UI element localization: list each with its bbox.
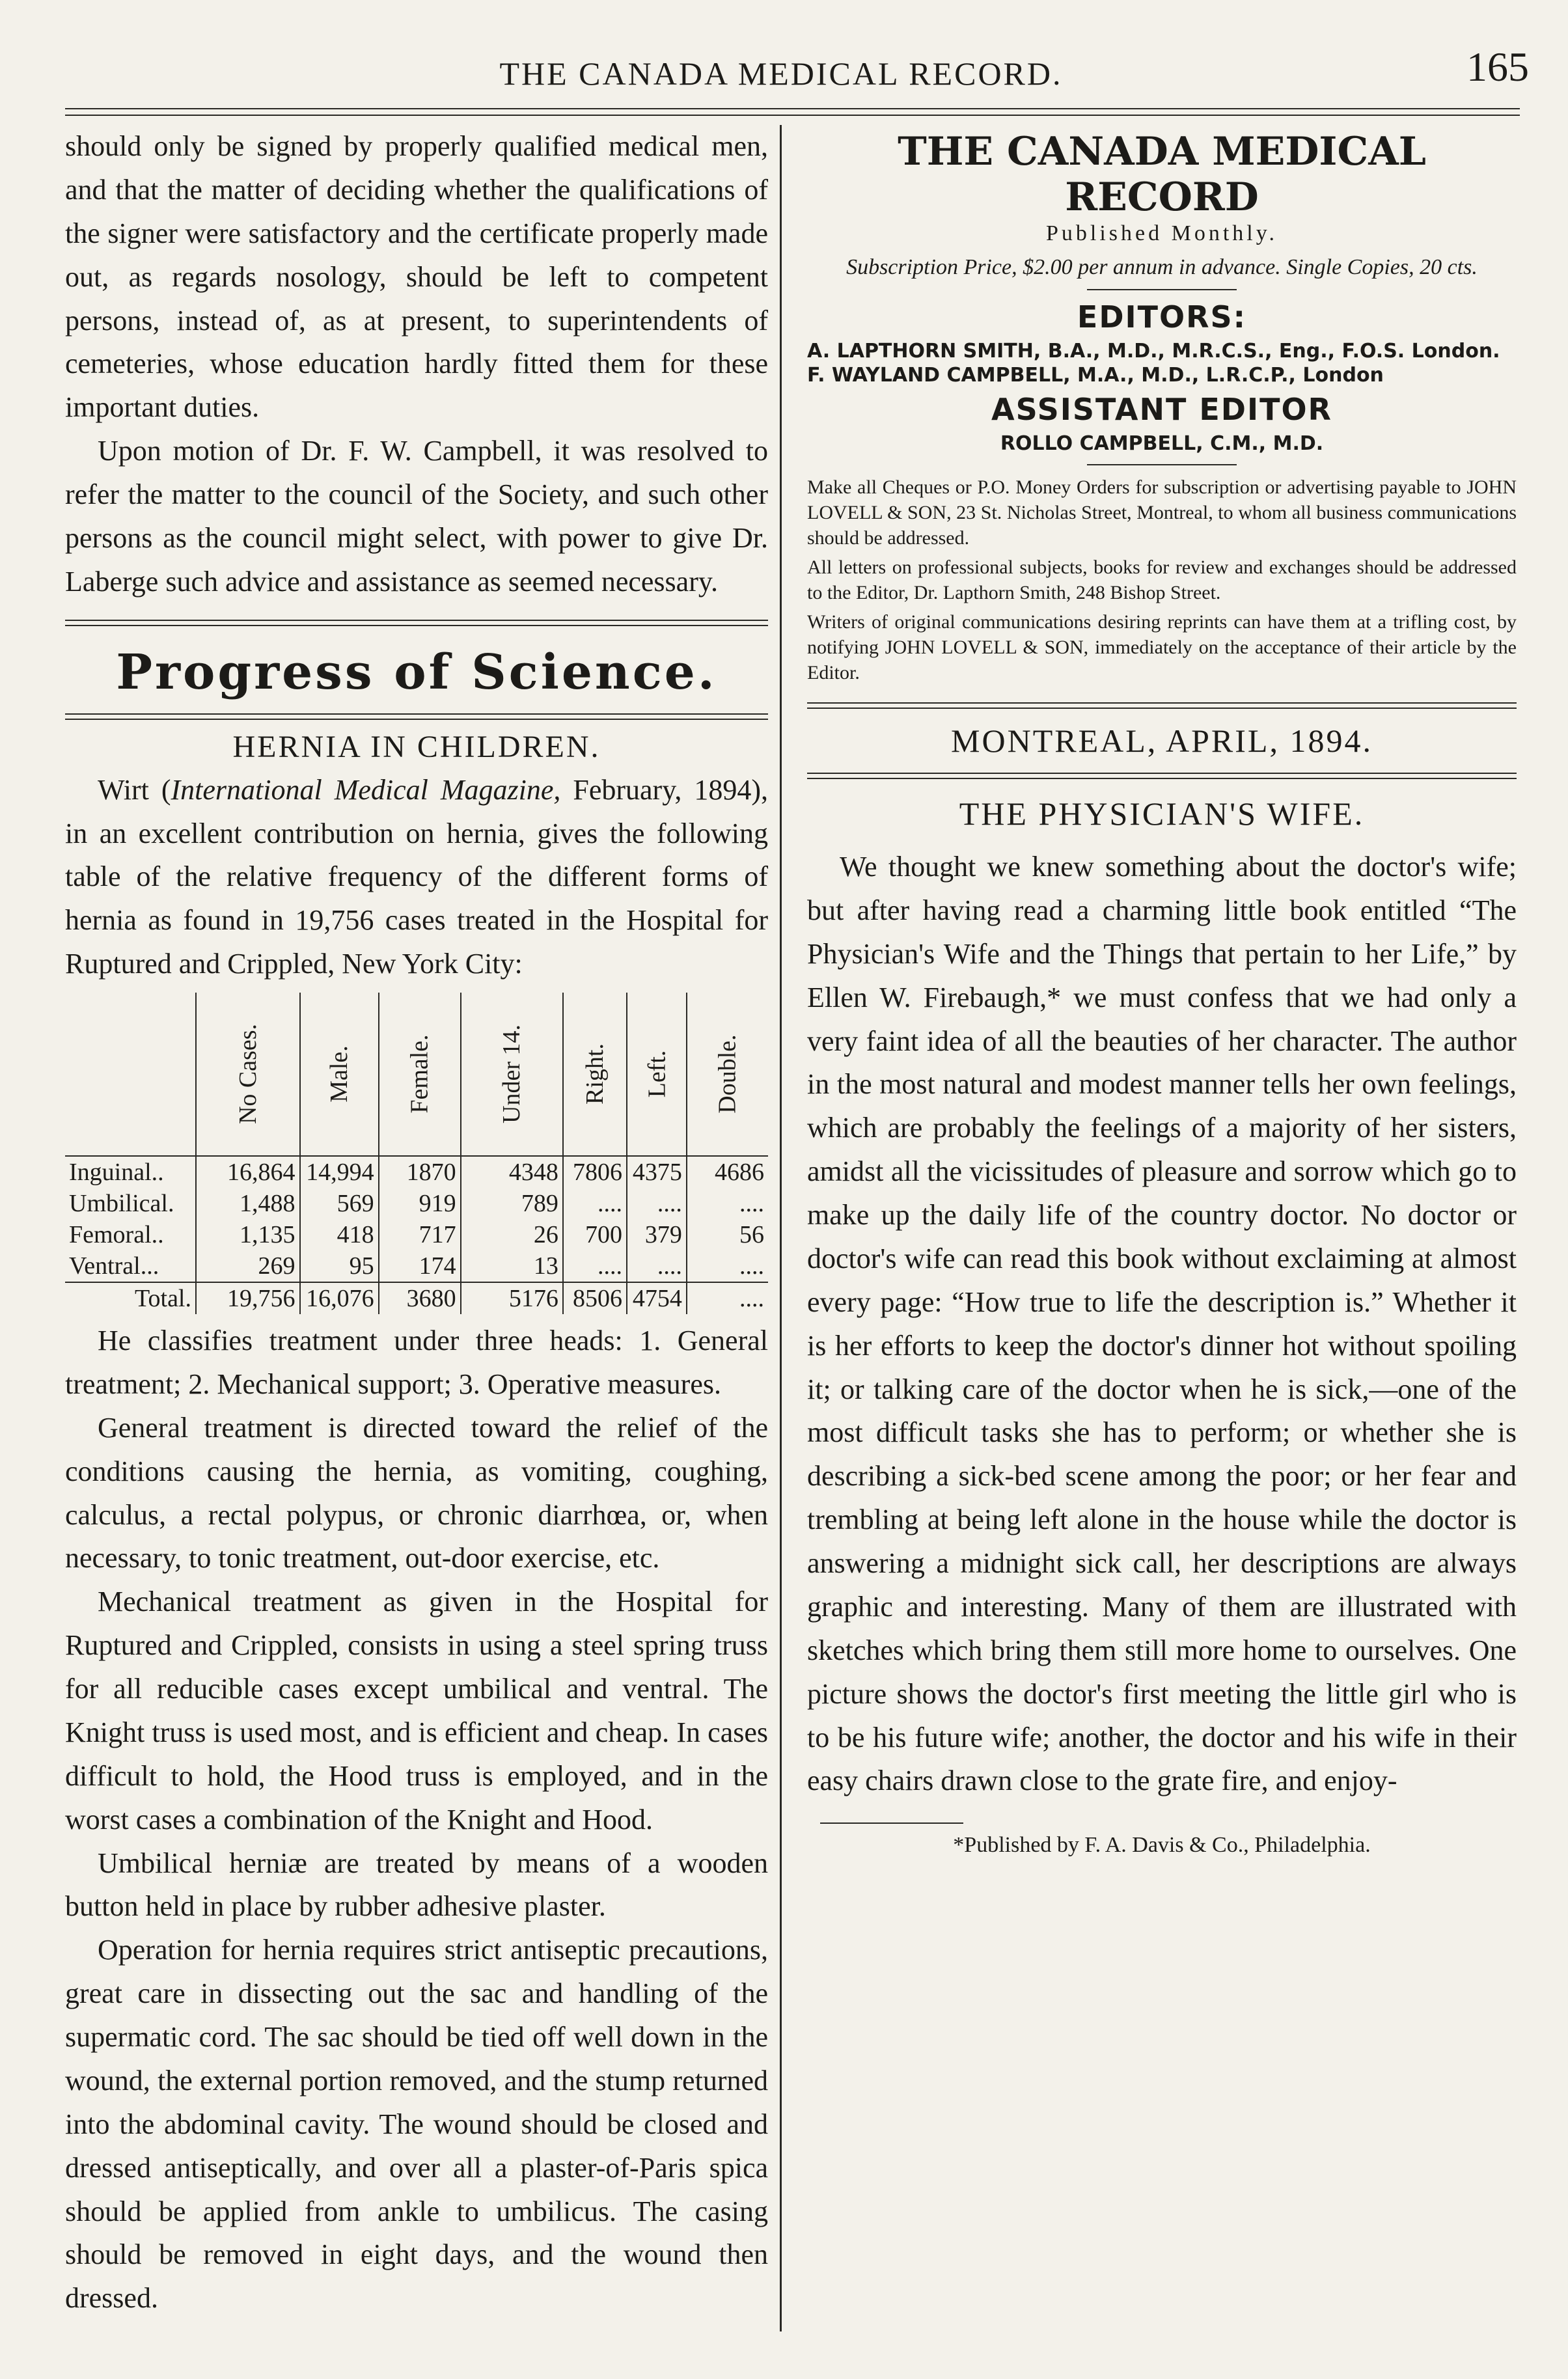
row-label: Total. — [65, 1282, 196, 1314]
table-cell: 269 — [196, 1250, 300, 1282]
paragraph: Operation for hernia requires strict antiseptic precautions, great care in dissecting out the sac and handling of the supermatic cord. The sac should be tied off well down in the wound, the external portion removed, and the stump returned into the abdominal cavity. The wound should be closed and dressed antiseptically, and over all a plaster-of-Paris spica should be applied from ankle to umbilicus. The casing should be removed in eight days, and the wound then dressed. — [65, 1934, 768, 2315]
table-cell: 16,076 — [300, 1282, 379, 1314]
table-cell: 4686 — [687, 1156, 768, 1188]
table-cell: 4348 — [461, 1156, 563, 1188]
right-column — [807, 125, 1517, 1858]
table-cell: .... — [687, 1282, 768, 1314]
notice: Writers of original communications desiring reprints can have them at a trifling cost, by notifying JOHN LOVELL & SON, immediately on the acceptance of their article by the Editor. — [807, 611, 1517, 683]
page-number: 165 — [1466, 44, 1529, 90]
article-intro — [65, 769, 768, 986]
table-cell: 418 — [300, 1219, 379, 1250]
table-cell: 16,864 — [196, 1156, 300, 1188]
table-cell: 789 — [461, 1188, 563, 1219]
table-cell: 8506 — [563, 1282, 627, 1314]
table-header: Male. — [300, 993, 379, 1156]
table-cell: 1,135 — [196, 1219, 300, 1250]
table-cell: 700 — [563, 1219, 627, 1250]
editor-entry: F. WAYLAND CAMPBELL, M.A., M.D., L.R.C.P., London — [807, 364, 1384, 387]
paragraph: He classifies treatment under three heads: 1. General treatment; 2. Mechanical support; 3. Operative measures. — [65, 1325, 768, 1400]
table-cell: 919 — [379, 1188, 461, 1219]
assistant-editor-heading: ASSISTANT EDITOR — [991, 392, 1332, 427]
column-divider — [780, 125, 782, 2331]
hernia-table — [65, 993, 768, 1314]
source-title: International Medical Magazine, — [171, 773, 561, 806]
table-cell: 4754 — [627, 1282, 687, 1314]
dateline-rule-top — [807, 702, 1517, 709]
intro-rest: February, 1894), in an excellent contribution on hernia, gives the following table of the relative frequency of the different forms of hernia as found in 19,756 cases treated in the Hospital for Ruptured and Crippled, New York City: — [65, 773, 768, 980]
dateline-rule-bottom — [807, 773, 1517, 779]
header-rule — [65, 108, 1520, 109]
notice: All letters on professional subjects, books for review and exchanges should be addressed to the Editor, Dr. Lapthorn Smith, 248 Bishop Street. — [807, 557, 1517, 603]
table-row — [65, 1188, 768, 1219]
table-cell: .... — [563, 1250, 627, 1282]
table-row — [65, 1250, 768, 1282]
masthead-title: THE CANADA MEDICAL RECORD — [898, 129, 1426, 220]
section-rule-bottom — [65, 713, 768, 720]
table-header: Right. — [563, 993, 627, 1156]
row-label: Inguinal.. — [65, 1156, 196, 1188]
table-header-row — [65, 993, 768, 1156]
table-header: Left. — [627, 993, 687, 1156]
table-cell: .... — [563, 1188, 627, 1219]
article-title: HERNIA IN CHILDREN. — [232, 729, 601, 764]
table-header-blank — [65, 993, 196, 1156]
paragraph: General treatment is directed toward the relief of the conditions causing the hernia, as vomiting, coughing, calculus, a rectal polypus, or chronic diarrhœa, or, when necessary, to tonic treatment, out-door exercise, etc. — [65, 1411, 768, 1575]
article-title: THE PHYSICIAN'S WIFE. — [959, 795, 1365, 832]
table-row — [65, 1156, 768, 1188]
footnote: *Published by F. A. Davis & Co., Philadelphia. — [953, 1833, 1371, 1858]
section-rule-top — [65, 620, 768, 626]
notice: Make all Cheques or P.O. Money Orders for subscription or advertising payable to JOHN LOVELL & SON, 23 St. Nicholas Street, Montreal, to whom all business communications should be addressed. — [807, 476, 1517, 549]
intro-prefix: Wirt ( — [98, 773, 171, 806]
table-cell: 4375 — [627, 1156, 687, 1188]
table-cell: 14,994 — [300, 1156, 379, 1188]
footnote-rule — [820, 1822, 963, 1824]
motion-paragraph: Upon motion of Dr. F. W. Campbell, it was resolved to refer the matter to the council of the Society, and such other persons as the council might select, with power to give Dr. Laberge such advice and assistance as seemed necessary. — [65, 435, 768, 598]
table-cell: 13 — [461, 1250, 563, 1282]
assistant-editor-entry: ROLLO CAMPBELL, C.M., M.D. — [1000, 432, 1324, 455]
paragraph: Mechanical treatment as given in the Hospital for Ruptured and Crippled, consists in using a steel spring truss for all reducible cases except umbilical and ventral. The Knight truss is used most, and is efficient and cheap. In cases difficult to hold, the Hood truss is employed, and in the worst cases a combination of the Knight and Hood. — [65, 1586, 768, 1836]
table-cell: .... — [687, 1188, 768, 1219]
section-title: Progress of Science. — [116, 644, 717, 700]
paragraph: Umbilical herniæ are treated by means of a wooden button held in place by rubber adhesive plaster. — [65, 1847, 768, 1923]
table-cell: 3680 — [379, 1282, 461, 1314]
table-cell: 95 — [300, 1250, 379, 1282]
row-label: Umbilical. — [69, 1190, 174, 1217]
table-cell: 717 — [379, 1219, 461, 1250]
table-header: Double. — [687, 993, 768, 1156]
header-rule-lower — [65, 115, 1520, 116]
intro-paragraph: should only be signed by properly qualified medical men, and that the matter of deciding whether the qualifications of the signer were satisfactory and the certificate properly made out, as regards nosology, should be left to competent persons, instead of, as at present, to superintendents of cemeteries, whose education hardly fitted them for these important duties. — [65, 130, 768, 424]
table-cell: 1,488 — [196, 1188, 300, 1219]
editors-heading: EDITORS: — [1077, 299, 1247, 335]
table-header: Female. — [379, 993, 461, 1156]
left-column — [65, 125, 768, 2320]
running-title: THE CANADA MEDICAL RECORD. — [499, 55, 1063, 92]
article-body: We thought we knew something about the doctor's wife; but after having read a charming little book entitled “The Physician's Wife and the Things that pertain to her Life,” by Ellen W. Firebaugh,* we must confess that we had only a very faint idea of all the beauties of her character. The author in the most natural and modest manner tells her own feelings, which are probably the feelings of a majority of her sisters, amidst all the vicissitudes of pleasure and sorrow which go to make up the daily life of the country doctor. No doctor or doctor's wife can read this book without exclaiming at almost every page: “How true to life the description is.” Whether it is her efforts to keep the doctor's dinner hot without spoiling it; or talking care of the doctor when he is sick,—one of the most difficult tasks she has to perform; or whether she is describing a sick-bed scene among the poor; or her fear and trembling at being left alone in the house while the doctor is answering a midnight sick call, her descriptions are always graphic and interesting. Many of them are illustrated with sketches which bring them still more home to ourselves. One picture shows the doctor's first meeting the little girl who is to be his future wife; another, the doctor and his wife in their easy chairs drawn close to the grate fire, and enjoy- — [807, 851, 1517, 1797]
table-cell: 7806 — [563, 1156, 627, 1188]
table-cell: 26 — [461, 1219, 563, 1250]
table-cell: .... — [627, 1188, 687, 1219]
table-cell: 19,756 — [196, 1282, 300, 1314]
table-row — [65, 1219, 768, 1250]
table-cell: 1870 — [379, 1156, 461, 1188]
table-cell: 56 — [687, 1219, 768, 1250]
table-cell: 5176 — [461, 1282, 563, 1314]
editor-entry: A. LAPTHORN SMITH, B.A., M.D., M.R.C.S., Eng., F.O.S. London. — [807, 340, 1500, 363]
row-label: Femoral.. — [69, 1221, 164, 1248]
table-cell: 174 — [379, 1250, 461, 1282]
row-label: Ventral... — [69, 1252, 159, 1280]
masthead-subtitle: Published Monthly. — [1045, 221, 1278, 245]
running-header — [0, 0, 1568, 111]
divider — [1087, 464, 1237, 465]
table-cell: 379 — [627, 1219, 687, 1250]
subscription-price: Subscription Price, $2.00 per annum in advance. Single Copies, 20 cts. — [846, 255, 1478, 279]
table-cell: .... — [687, 1250, 768, 1282]
dateline: MONTREAL, APRIL, 1894. — [951, 722, 1373, 759]
table-total-row — [65, 1282, 768, 1314]
table-cell: 569 — [300, 1188, 379, 1219]
divider — [1087, 289, 1237, 290]
table-header: No Cases. — [196, 993, 300, 1156]
table-header: Under 14. — [461, 993, 563, 1156]
table-cell: .... — [627, 1250, 687, 1282]
